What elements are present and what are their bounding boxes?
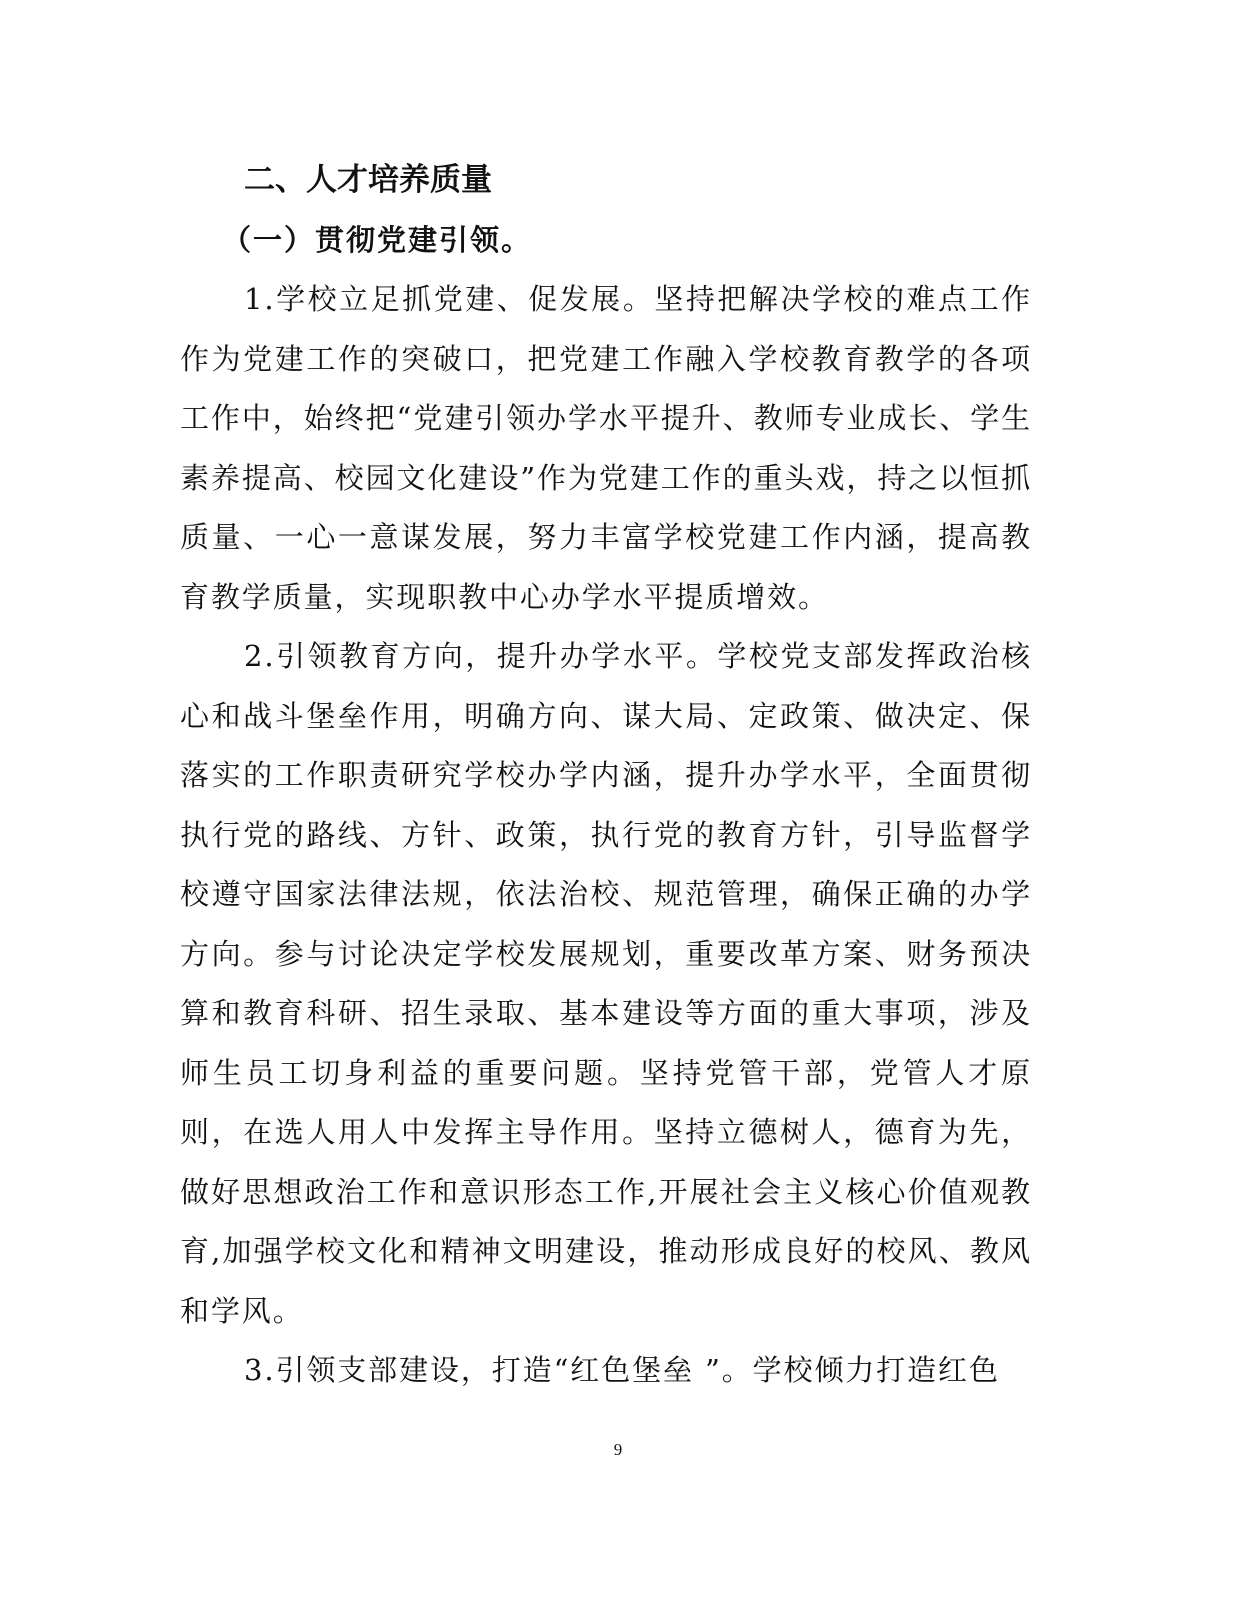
document-page bbox=[180, 150, 1032, 1401]
section-title: 二、人才培养质量 bbox=[244, 162, 492, 198]
subsection-title: （一）贯彻党建引领。 bbox=[222, 223, 533, 257]
paragraph-2: 2.引领教育方向，提升办学水平。学校党支部发挥政治核心和战斗堡垒作用，明确方向、谋大局、定政策、做决定、保落实的工作职责研究学校办学内涵，提升办学水平，全面贯彻执行党的路线、方针、政策，执行党的教育方针，引导监督学校遵守国家法律法规，依法治校、规范管理，确保正确的办学方向。参与讨论决定学校发展规划，重要改革方案、财务预决算和教育科研、招生录取、基本建设等方面的重大事项，涉及师生员工切身利益的重要问题。坚持党管干部，党管人才原则，在选人用人中发挥主导作用。坚持立德树人，德育为先，做好思想政治工作和意识形态工作,开展社会主义核心价值观教育,加强学校文化和精神文明建设，推动形成良好的校风、教风和学风。 bbox=[180, 639, 1032, 1328]
paragraph-1: 1.学校立足抓党建、促发展。坚持把解决学校的难点工作作为党建工作的突破口，把党建工作融入学校教育教学的各项工作中，始终把“党建引领办学水平提升、教师专业成长、学生素养提高、校园文化建设”作为党建工作的重头戏，持之以恒抓质量、一心一意谋发展，努力丰富学校党建工作内涵，提高教育教学质量，实现职教中心办学水平提质增效。 bbox=[180, 282, 1032, 614]
page-number: 9 bbox=[613, 1440, 623, 1459]
paragraph-3: 3.引领支部建设，打造“红色堡垒 ”。学校倾力打造红色 bbox=[244, 1353, 1000, 1387]
